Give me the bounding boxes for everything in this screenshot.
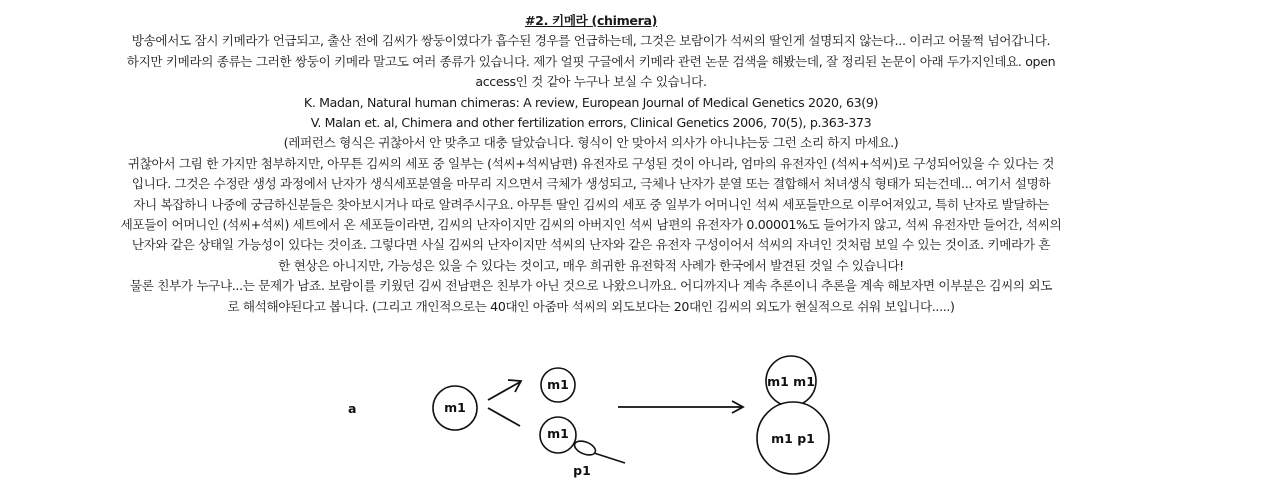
reference-1: K. Madan, Natural human chimeras: A review, European Journal of Medical Genetics 2020, 63(9)	[303, 94, 879, 110]
branch-arrows	[488, 380, 521, 426]
paragraph-line: 입니다. 그것은 수정란 생성 과정에서 난자가 생식세포분열을 마무리 지으면서 극체가 생성되고, 극체나 난자가 분열 또는 결합해서 처녀생식 형태가 되는건데... 여기서 설명하	[131, 176, 1051, 192]
branch-cell-bottom-label: m1	[547, 426, 569, 441]
panel-label: a	[348, 401, 357, 416]
reference-note: (레퍼런스 형식은 귀찮아서 안 맞추고 대충 달았습니다. 형식이 안 맞아서 의사가 아니냐는둥 그런 소리 하지 마세요.)	[283, 135, 899, 151]
branch-cell-top-label: m1	[547, 377, 569, 392]
sperm-tail	[594, 453, 625, 463]
paragraph-line: 물론 친부가 누구냐...는 문제가 남죠. 보람이를 키웠던 김씨 전남편은 친부가 아닌 것으로 나왔으니까요. 어디까지나 계속 추론이니 추론을 계속 해보자면 이부분은 김씨의 외도	[129, 278, 1053, 294]
paragraph-line: 로 해석해야된다고 봅니다. (그리고 개인적으로는 40대인 아줌마 석씨의 외도보다는 20대인 김씨의 외도가 현실적으로 쉬워 보입니다.....)	[227, 298, 955, 314]
paragraph-line: 자니 복잡하니 나중에 궁금하신분들은 찾아보시거나 따로 알려주시구요. 아무튼 딸인 김씨의 세포 중 일부가 어머니인 석씨 세포들만으로 이루어져있고, 특히 난자로 발달하는	[133, 196, 1049, 212]
paragraph-line: access인 것 같아 누구나 보실 수 있습니다.	[475, 74, 707, 90]
paragraph-line: 하지만 키메라의 종류는 그러한 쌍둥이 키메라 말고도 여러 종류가 있습니다. 제가 얼핏 구글에서 키메라 관련 논문 검색을 해봤는데, 잘 정리된 논문이 아래 두가지인데요. open	[126, 53, 1056, 69]
long-arrow	[618, 401, 743, 413]
article-text	[6, 11, 1176, 317]
reference-2: V. Malan et. al, Chimera and other fertilization errors, Clinical Genetics 2006, 70(5), p.363-373	[310, 115, 872, 131]
result-cell-bottom-label: m1 p1	[771, 431, 815, 446]
paragraph-line: 세포들이 어머니인 (석씨+석씨) 세트에서 온 세포들이라면, 김씨의 난자이지만 김씨의 아버지인 석씨 남편의 유전자가 0.00001%도 들어가지 않고, 석씨 유전자만 들어간, 석씨의	[120, 217, 1062, 233]
sperm-label: p1	[573, 463, 591, 478]
paragraph-line: 한 현상은 아니지만, 가능성은 있을 수 있다는 것이고, 매우 희귀한 유전학적 사례가 한국에서 발견된 것일 수 있습니다!	[278, 257, 904, 273]
sperm-head	[573, 438, 598, 457]
paragraph-line: 방송에서도 잠시 키메라가 언급되고, 출산 전에 김씨가 쌍둥이였다가 흡수된 경우를 언급하는데, 그것은 보람이가 석씨의 딸인게 설명되지 않는다... 이러고 어물쩍 넘어갑니다.	[131, 33, 1051, 49]
start-cell-label: m1	[444, 400, 466, 415]
result-cell-top-label: m1 m1	[767, 374, 815, 389]
paragraph-line: 귀찮아서 그림 한 가지만 첨부하지만, 아무튼 김씨의 세포 중 일부는 (석씨+석씨남편) 유전자로 구성된 것이 아니라, 엄마의 유전자인 (석씨+석씨)로 구성되어있을 수 있다는 것	[127, 155, 1055, 171]
paragraph-line: 난자와 같은 상태일 가능성이 있다는 것이죠. 그렇다면 사실 김씨의 난자이지만 석씨의 난자와 같은 유전자 구성이어서 석씨의 자녀인 것처럼 보일 수 있는 것이죠. 키메라가 흔	[131, 237, 1051, 253]
chimera-diagram	[320, 350, 880, 485]
article-title: #2. 키메라 (chimera)	[524, 13, 658, 28]
